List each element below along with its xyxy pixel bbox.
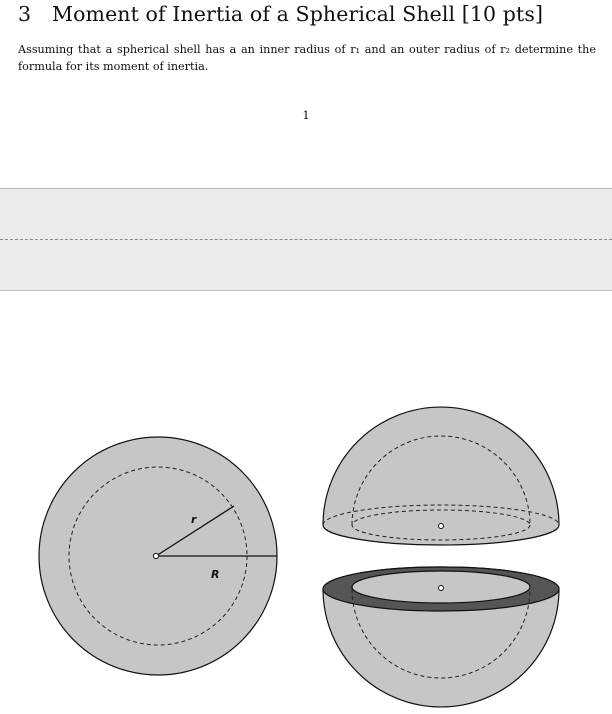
upper-hemisphere — [323, 407, 559, 545]
problem-statement: Assuming that a spherical shell has a an inner radius of r₁ and an outer radius of r₂ determine the formula for its moment of inertia. — [18, 43, 596, 73]
lower-center-point — [439, 586, 444, 591]
section-number: 3 — [18, 2, 32, 26]
label-r: r — [191, 513, 197, 526]
upper-center-point — [439, 524, 444, 529]
center-point — [153, 553, 158, 558]
sphere-cross-section — [39, 437, 277, 675]
section-title: Moment of Inertia of a Spherical Shell [10 pts] — [52, 2, 544, 26]
lower-hemisphere — [323, 567, 559, 707]
page-number: 1 — [302, 108, 310, 122]
label-R: R — [211, 568, 220, 581]
